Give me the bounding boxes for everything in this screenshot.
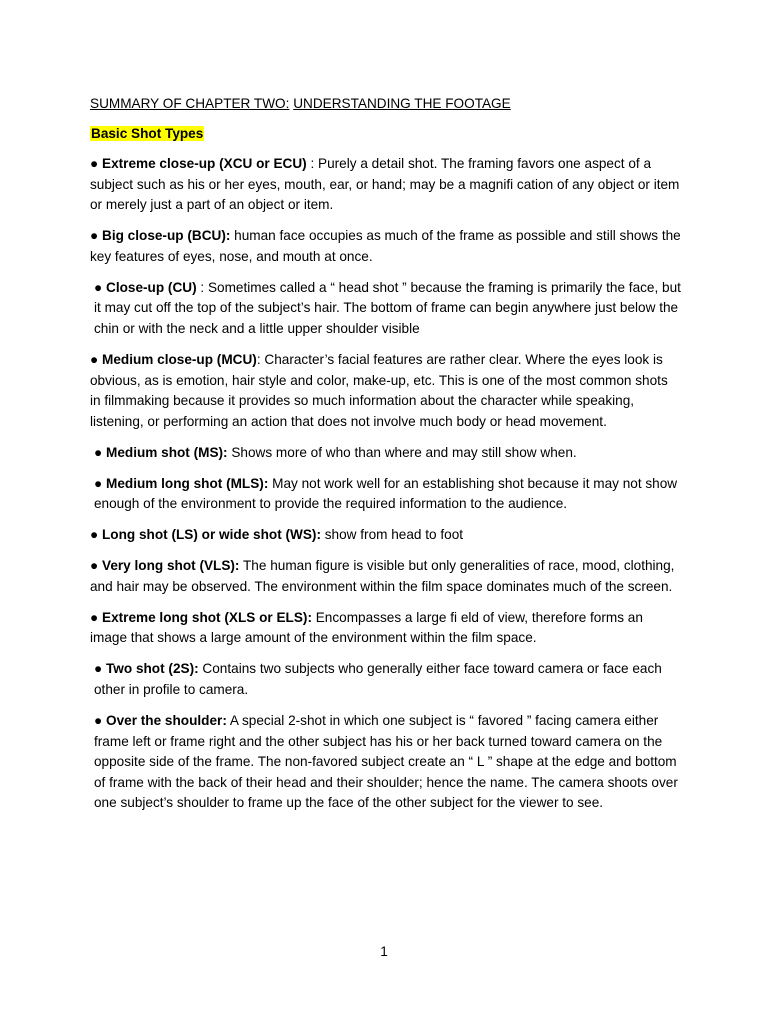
item-text: Shows more of who than where and may still show when. [227,444,577,460]
chapter-heading-part2: UNDERSTANDING THE FOOTAGE [293,96,511,111]
list-item [90,154,682,216]
page-number: 1 [380,944,388,959]
bullet-icon: ● [90,558,99,574]
bullet-icon: ● [90,156,99,171]
item-term: Two shot (2S): [106,661,199,677]
item-term: Extreme close-up (XCU or ECU) [102,156,307,171]
bullet-icon: ● [90,527,99,543]
bullet-icon: ● [90,609,99,625]
item-text: Encompasses a large fi eld of view, therefore forms an image that shows a large amount of the environment within the film space. [90,609,643,646]
item-text: : Character’s facial features are rather clear. Where the eyes look is obvious, as is emotion, hair style and color, make-up, etc. This is one of the most common shots in filmmaking because it provides so much information about the character while speaking, listening, or performing an action that does not involve much body or head movement. [90,351,668,429]
item-term: Close-up (CU) [106,279,197,295]
item-term: Extreme long shot (XLS or ELS): [102,609,312,625]
item-text: : Sometimes called a “ head shot ” because the framing is primarily the face, but it may cut off the top of the subject’s hair. The bottom of frame can begin anywhere just below the chin or with the neck and a little upper shoulder visible [94,279,681,336]
item-term: Long shot (LS) or wide shot (WS): [102,527,321,543]
list-item [90,556,682,597]
list-item [90,659,682,700]
item-term: Medium long shot (MLS): [106,475,269,491]
item-term: Very long shot (VLS): [102,558,240,574]
list-item [90,608,682,649]
chapter-heading-part1: SUMMARY OF CHAPTER TWO: [90,96,290,111]
list-item [90,474,682,515]
item-term: Big close-up (BCU): [102,228,231,244]
item-text: Contains two subjects who generally either face toward camera or face each other in profile to camera. [94,661,662,697]
shot-types-list [90,154,682,824]
section-subheading [90,124,204,145]
list-item [90,226,682,267]
item-text: human face occupies as much of the frame as possible and still shows the key features of eyes, nose, and mouth at once. [90,228,681,264]
bullet-icon: ● [94,279,103,295]
bullet-icon: ● [94,444,103,460]
item-term: Medium close-up (MCU) [102,351,257,367]
chapter-heading [90,94,690,115]
list-item [90,711,682,814]
list-item [90,278,682,340]
bullet-icon: ● [94,475,103,491]
item-term: Medium shot (MS): [106,444,228,460]
section-subheading-text: Basic Shot Types [91,126,204,141]
bullet-icon: ● [94,661,103,677]
bullet-icon: ● [94,712,103,728]
list-item [90,525,682,546]
list-item [90,443,682,464]
item-text: May not work well for an establishing shot because it may not show enough of the environment to provide the required information to the audience. [94,475,678,512]
item-text: The human figure is visible but only generalities of race, mood, clothing, and hair may be observed. The environment within the film space dominates much of the screen. [90,558,675,594]
item-text: show from head to foot [320,527,464,543]
item-text: : Purely a detail shot. The framing favors one aspect of a subject such as his or her eyes, mouth, ear, or hand; may be a magnifi cation of any object or item or merely just a part of an object or item. [90,156,680,213]
list-item [90,350,682,432]
bullet-icon: ● [90,351,99,367]
item-term: Over the shoulder: [106,712,227,728]
bullet-icon: ● [90,228,99,244]
item-text: A special 2-shot in which one subject is “ favored ” facing camera either frame left or frame right and the other subject has his or her back turned toward camera on the opposite side of the frame. The non-favored subject create an “ L ” shape at the edge and bottom of frame with the back of their head and their shoulder; hence the name. The camera shoots over one subject’s shoulder to frame up the face of the other subject for the viewer to see. [94,712,678,811]
